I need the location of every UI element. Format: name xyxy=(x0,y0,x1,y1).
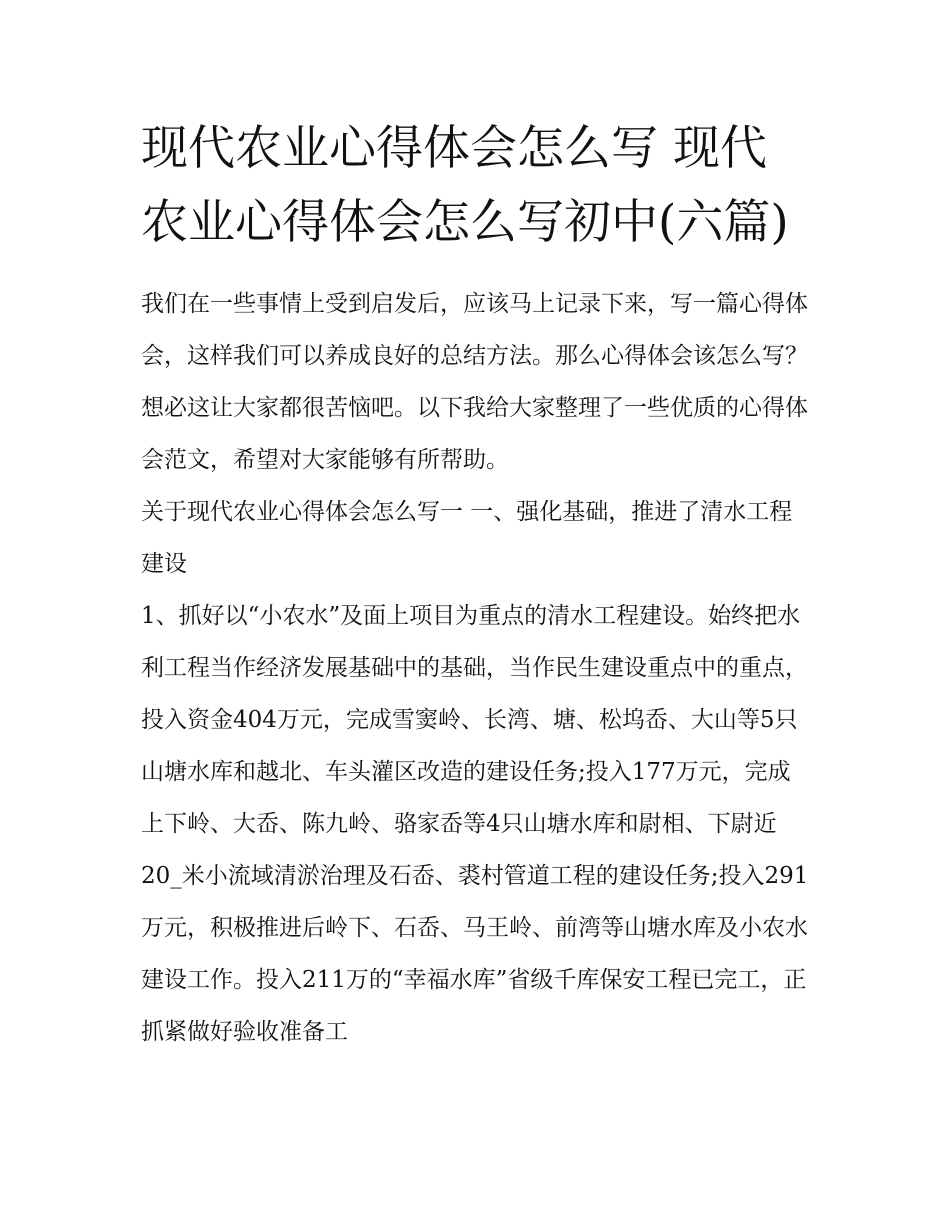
document-body xyxy=(141,278,813,1058)
section-heading: 关于现代农业心得体会怎么写一 一、强化基础，推进了清水工程建设 xyxy=(141,499,793,577)
intro-paragraph: 我们在一些事情上受到启发后，应该马上记录下来，写一篇心得体会，这样我们可以养成良好的总结方法。那么心得体会该怎么写？想必这让大家都很苦恼吧。以下我给大家整理了一些优质的心得体会范文，希望对大家能够有所帮助。 xyxy=(141,291,808,473)
body-paragraph: 1、抓好以“小农水”及面上项目为重点的清水工程建设。始终把水利工程当作经济发展基础中的基础，当作民生建设重点中的重点，投入资金404万元，完成雪窦岭、长湾、塘、松坞岙、大山等5只山塘水库和越北、车头灌区改造的建设任务;投入177万元，完成上下岭、大岙、陈九岭、骆家岙等4只山塘水库和尉相、下尉近20_米小流域清淤治理及石岙、裘村管道工程的建设任务;投入291万元，积极推进后岭下、石岙、马王岭、前湾等山塘水库及小农水建设工作。投入211万的“幸福水库”省级千库保安工程已完工，正抓紧做好验收准备工 xyxy=(141,603,809,1045)
document-page xyxy=(141,112,813,1058)
document-title: 现代农业心得体会怎么写 现代农业心得体会怎么写初中(六篇) xyxy=(141,121,789,250)
